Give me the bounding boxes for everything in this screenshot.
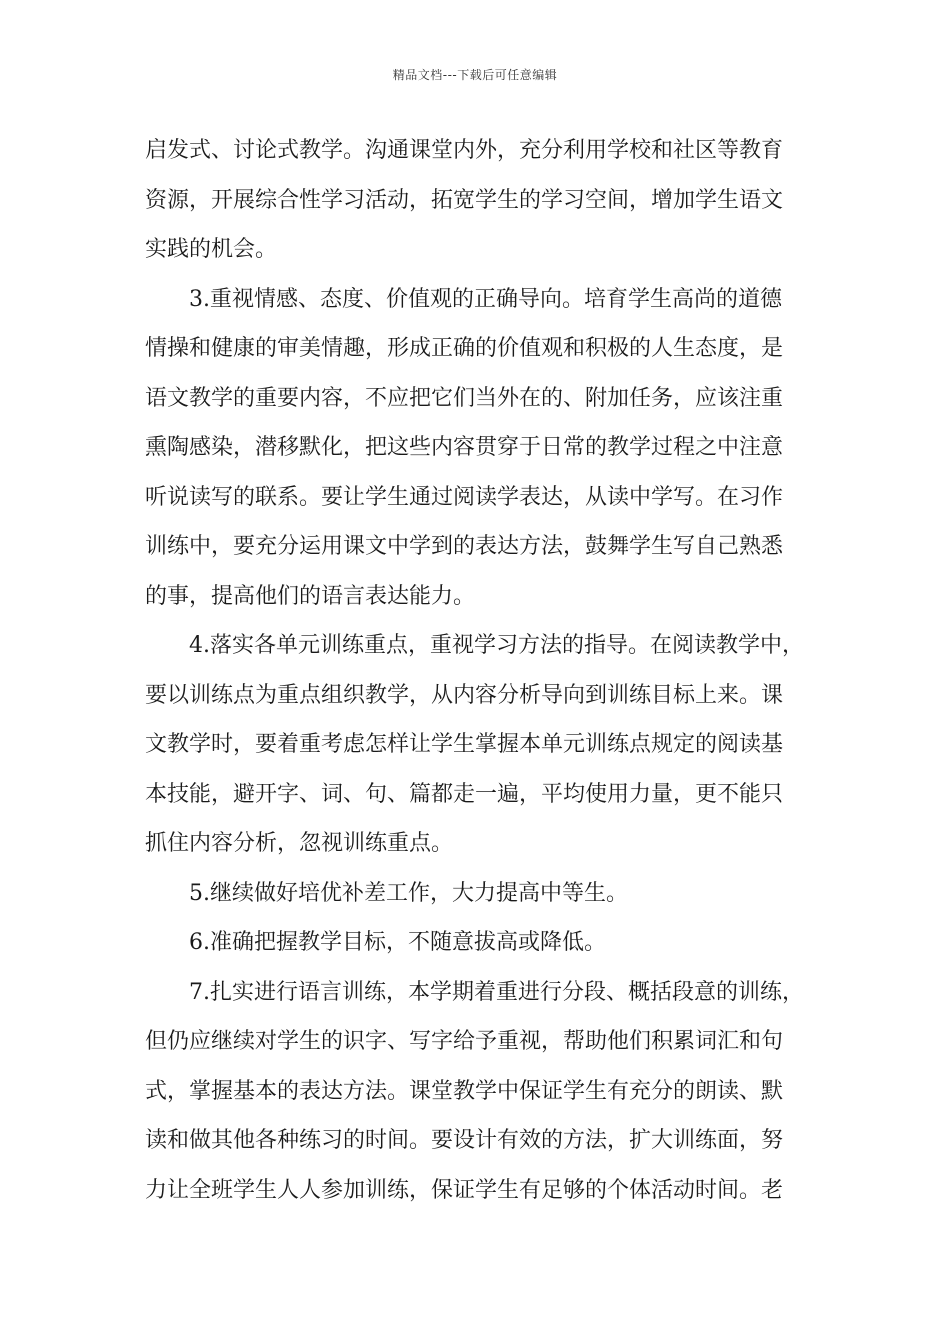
text-line: 熏陶感染，潜移默化，把这些内容贯穿于日常的教学过程之中注意: [145, 435, 784, 460]
text-line: 力让全班学生人人参加训练，保证学生有足够的个体活动时间。老: [145, 1177, 784, 1203]
paragraph-start-line: 7.扎实进行语言训练，本学期着重进行分段、概括段意的训练，: [189, 979, 804, 1005]
text-line: 资源，开展综合性学习活动，拓宽学生的学习空间，增加学生语文: [145, 187, 784, 213]
text-line: 语文教学的重要内容，不应把它们当外在的、附加任务，应该注重: [145, 385, 784, 411]
paragraph-start-line: 5.继续做好培优补差工作，大力提高中等生。: [189, 880, 628, 906]
text-line: 式，掌握基本的表达方法。课堂教学中保证学生有充分的朗读、默: [145, 1078, 784, 1104]
text-line: 启发式、讨论式教学。沟通课堂内外，充分利用学校和社区等教育: [145, 138, 784, 163]
paragraph-start-line: 6.准确把握教学目标，不随意拔高或降低。: [189, 930, 606, 955]
paragraph-start-line: 3.重视情感、态度、价值观的正确导向。培育学生高尚的道德: [189, 286, 782, 312]
text-line: 要以训练点为重点组织教学，从内容分析导向到训练目标上来。课: [145, 682, 784, 708]
paragraph-start-line: 4.落实各单元训练重点，重视学习方法的指导。在阅读教学中，: [189, 633, 804, 658]
text-line: 读和做其他各种练习的时间。要设计有效的方法，扩大训练面，努: [145, 1128, 784, 1153]
text-line: 抓住内容分析，忽视训练重点。: [145, 831, 454, 856]
text-line: 但仍应继续对学生的识字、写字给予重视，帮助他们积累词汇和句: [145, 1029, 784, 1054]
text-line: 的事，提高他们的语言表达能力。: [145, 583, 476, 609]
text-line: 实践的机会。: [145, 237, 278, 262]
text-line: 训练中，要充分运用课文中学到的表达方法，鼓舞学生写自己熟悉: [145, 534, 784, 559]
text-line: 听说读写的联系。要让学生通过阅读学表达，从读中学写。在习作: [145, 484, 784, 510]
text-line: 情操和健康的审美情趣，形成正确的价值观和积极的人生态度，是: [145, 336, 784, 361]
text-line: 文教学时，要着重考虑怎样让学生掌握本单元训练点规定的阅读基: [145, 732, 784, 757]
document-body: [145, 126, 810, 1215]
page-header: 精品文档---下载后可任意编辑: [392, 68, 558, 82]
text-line: 本技能，避开字、词、句、篇都走一遍，平均使用力量，更不能只: [145, 781, 784, 807]
